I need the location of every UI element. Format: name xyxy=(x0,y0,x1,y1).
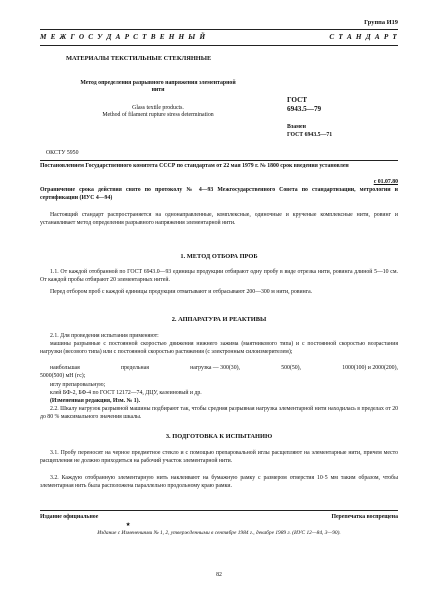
group-code: Группа И19 xyxy=(364,19,398,26)
banner-rule xyxy=(40,45,398,46)
gost-number: 6943.5—79 xyxy=(287,105,322,113)
intro-paragraph: Настоящий стандарт распространяется на однонаправленные, комплексные, одиночные и крученые комплексные нити, ровинг и устанавливает метод определения разрывного напряжения элементарной нити. xyxy=(40,212,398,226)
load-range-cont: 5000(500) мН (гс); xyxy=(40,373,86,379)
section3-heading: 3. ПОДГОТОВКА К ИСПЫТАНИЮ xyxy=(165,433,273,440)
instead-number: ГОСТ 6943.5—71 xyxy=(287,132,333,138)
load-word3: нагрузка — 300(30), xyxy=(190,365,240,371)
gost-label: ГОСТ xyxy=(287,96,308,104)
section1-heading: 1. МЕТОД ОТБОРА ПРОБ xyxy=(180,253,258,260)
okstu-code: ОКСТУ 5950 xyxy=(46,150,79,156)
banner-right: С Т А Н Д А Р Т xyxy=(329,33,398,41)
subtitle-line2: нити xyxy=(151,87,165,93)
instead-label: Взамен xyxy=(287,124,306,130)
english-title-line2: Method of filament rupture stress determination xyxy=(102,112,214,118)
section3-p2: 3.2. Каждую отобранную элементарную нить наклеивают на бумажную рамку с размером отверстия 10·5 мм таким образом, чтобы элементарная нить была расположена параллельно продольному краю рамки. xyxy=(40,475,398,489)
reprint-notice: Перепечатка воспрещена xyxy=(331,514,398,520)
english-title-line1: Glass textile products. xyxy=(132,105,184,111)
banner-left: М Е Ж Г О С У Д А Р С Т В Е Н Н Ы Й xyxy=(40,33,207,41)
section3-p1: 3.1. Пробу переносят на черное предметное стекло и с помощью препаровальной иглы расщепляют на элементарные нити, причем место расщепления не должно приходиться на рабочий участок элементарной нити. xyxy=(40,450,398,464)
section2-heading: 2. АППАРАТУРА И РЕАКТИВЫ xyxy=(171,316,267,323)
amendment-note: (Измененная редакция, Изм. № 1). xyxy=(50,398,141,404)
section2-p7: 2.2. Шкалу нагрузок разрывной машины подбирают так, чтобы средняя разрывная нагрузка элементарной нити находилась в пределах от 20 до 80 % максимального значения шкалы. xyxy=(40,406,398,420)
section1-p2: Перед отбором проб с каждой единицы продукции отматывают и отбрасывают 200—300 м нити, ровинга. xyxy=(50,289,313,295)
decree-text: Постановлением Государственного комитета СССР по стандартам от 22 мая 1979 г. № 1800 срок введения установлен xyxy=(40,163,349,169)
load-word2: предельная xyxy=(121,365,149,371)
section2-p5: клей БФ-2, БФ-4 по ГОСТ 12172—74, ДЦУ, казеиновый и др. xyxy=(50,390,202,396)
star-mark: ★ xyxy=(125,522,131,528)
load-word5: 1000(100) и 2000(200), xyxy=(342,365,398,371)
load-range-line xyxy=(50,365,398,373)
main-title: МАТЕРИАЛЫ ТЕКСТИЛЬНЫЕ СТЕКЛЯННЫЕ xyxy=(66,55,212,62)
section2-p4: иглу препаровальную; xyxy=(50,382,106,388)
section1-p1: 1.1. От каждой отобранной по ГОСТ 6943.0—93 единицы продукции отбирают одну пробу в виде отрезка нити, ровинга длиной 5—10 см. От каждой пробы отбирают 20 элементарных нитей. xyxy=(40,269,398,283)
load-word4: 500(50), xyxy=(281,365,301,371)
footer-rule xyxy=(40,510,398,511)
okstu-rule xyxy=(40,160,398,161)
top-rule xyxy=(40,29,398,30)
section2-p1: 2.1. Для проведения испытания применяют: xyxy=(50,333,159,339)
section2-p2: машины разрывные с постоянной скоростью движения нижнего зажима (маятникового типа) и с постоянной скоростью возрастания нагрузки (весового типа) или с постоянной скоростью растяжения (с электронным силоизмерителем); xyxy=(40,341,398,355)
subtitle-line1: Метод определения разрывного напряжения элементарной xyxy=(80,80,236,86)
load-word1: наибольшая xyxy=(50,365,80,371)
decree-date: с 01.07.80 xyxy=(373,179,398,185)
limitation-text: Ограничение срока действия снято по протоколу № 4—93 Межгосударственного Совета по стандартизации, метрологии и сертификации (ИУС 4—94) xyxy=(40,187,398,201)
official-edition: Издание официальное xyxy=(40,514,99,520)
edition-note: Издание с Изменениями № 1, 2, утвержденными в сентябре 1984 г., декабре 1989 г. (ИУС 12—84, 3—90). xyxy=(97,530,341,536)
page-number: 82 xyxy=(216,572,222,578)
